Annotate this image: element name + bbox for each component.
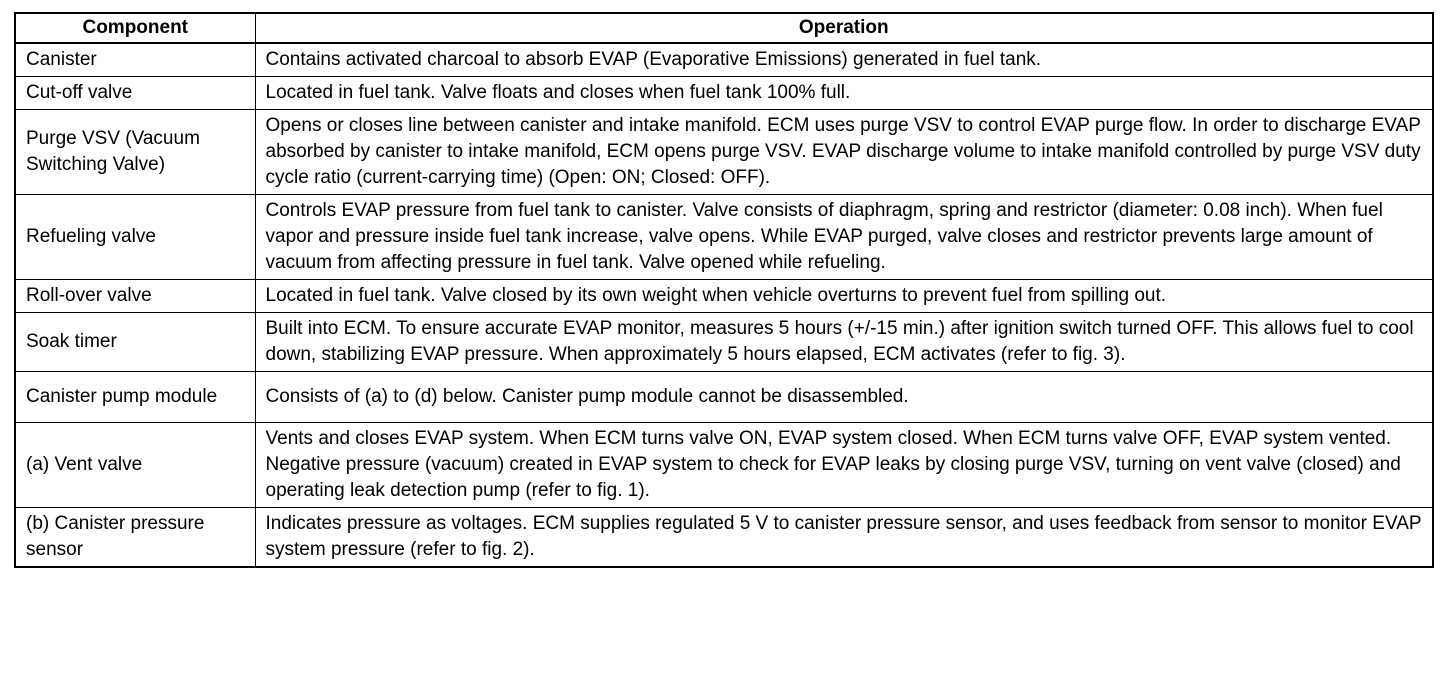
- operation-cell: Located in fuel tank. Valve floats and closes when fuel tank 100% full.: [255, 77, 1433, 110]
- component-cell: Roll-over valve: [15, 280, 255, 313]
- table-row: [15, 313, 1433, 372]
- table-row: [15, 77, 1433, 110]
- component-cell: Soak timer: [15, 313, 255, 372]
- operation-cell: Indicates pressure as voltages. ECM supplies regulated 5 V to canister pressure sensor, and uses feedback from sensor to monitor EVAP system pressure (refer to fig. 2).: [255, 508, 1433, 568]
- component-cell: Refueling valve: [15, 195, 255, 280]
- component-cell: Canister: [15, 43, 255, 77]
- operation-cell: Controls EVAP pressure from fuel tank to canister. Valve consists of diaphragm, spring and restrictor (diameter: 0.08 inch). When fuel vapor and pressure inside fuel tank increase, valve opens. While EVAP purged, valve closes and restrictor prevents large amount of vacuum from affecting pressure in fuel tank. Valve opened while refueling.: [255, 195, 1433, 280]
- header-operation: Operation: [255, 13, 1433, 43]
- component-cell: Cut-off valve: [15, 77, 255, 110]
- table-row: [15, 508, 1433, 568]
- table-row: [15, 372, 1433, 423]
- component-cell: Canister pump module: [15, 372, 255, 423]
- component-table-container: [14, 12, 1432, 568]
- table-row: [15, 195, 1433, 280]
- component-cell: (a) Vent valve: [15, 423, 255, 508]
- operation-cell: Built into ECM. To ensure accurate EVAP monitor, measures 5 hours (+/-15 min.) after ignition switch turned OFF. This allows fuel to cool down, stabilizing EVAP pressure. When approximately 5 hours elapsed, ECM activates (refer to fig. 3).: [255, 313, 1433, 372]
- table-row: [15, 110, 1433, 195]
- component-cell: (b) Canister pressure sensor: [15, 508, 255, 568]
- operation-cell: Consists of (a) to (d) below. Canister pump module cannot be disassembled.: [255, 372, 1433, 423]
- table-row: [15, 280, 1433, 313]
- operation-cell: Vents and closes EVAP system. When ECM turns valve ON, EVAP system closed. When ECM turns valve OFF, EVAP system vented. Negative pressure (vacuum) created in EVAP system to check for EVAP leaks by closing purge VSV, turning on vent valve (closed) and operating leak detection pump (refer to fig. 1).: [255, 423, 1433, 508]
- table-row: [15, 43, 1433, 77]
- operation-cell: Opens or closes line between canister and intake manifold. ECM uses purge VSV to control EVAP purge flow. In order to discharge EVAP absorbed by canister to intake manifold, ECM opens purge VSV. EVAP discharge volume to intake manifold controlled by purge VSV duty cycle ratio (current-carrying time) (Open: ON; Closed: OFF).: [255, 110, 1433, 195]
- component-cell: Purge VSV (Vacuum Switching Valve): [15, 110, 255, 195]
- operation-cell: Contains activated charcoal to absorb EVAP (Evaporative Emissions) generated in fuel tank.: [255, 43, 1433, 77]
- header-component: Component: [15, 13, 255, 43]
- header-row: [15, 13, 1433, 43]
- component-operation-table: [14, 12, 1434, 568]
- table-row: [15, 423, 1433, 508]
- operation-cell: Located in fuel tank. Valve closed by its own weight when vehicle overturns to prevent fuel from spilling out.: [255, 280, 1433, 313]
